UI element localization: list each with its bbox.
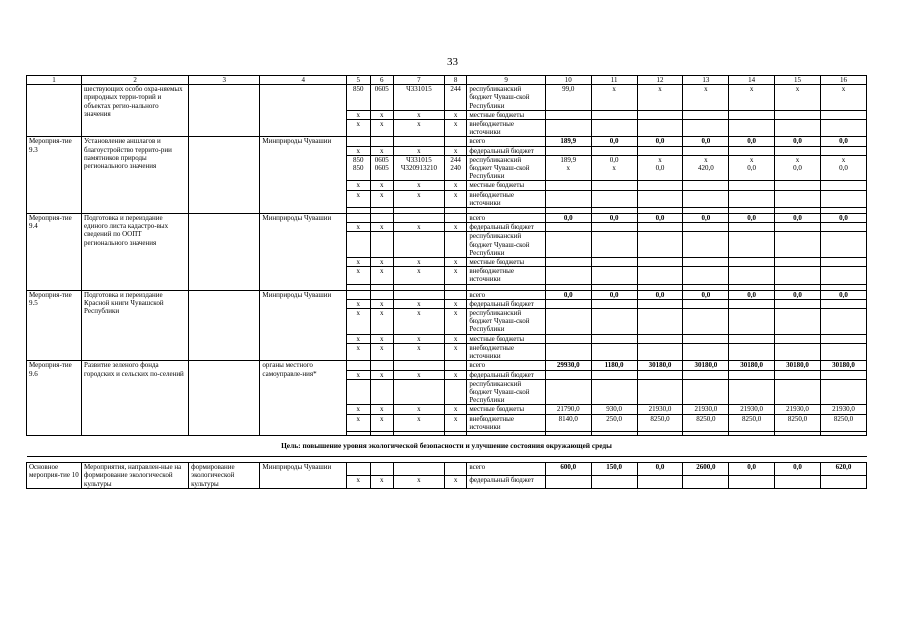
funding-source: республиканский бюджет Чуваш-ской Республики	[467, 155, 545, 181]
activity-target	[189, 290, 260, 361]
section-code: x	[370, 370, 393, 379]
column-number: 11	[591, 76, 637, 85]
column-number: 13	[683, 76, 729, 85]
funding-source: внебюджетные источники	[467, 414, 545, 431]
activity-code	[27, 85, 82, 137]
amount-cell: 0,0	[775, 214, 821, 223]
amount-cell: 0,0	[545, 214, 591, 223]
column-number: 2	[82, 76, 189, 85]
funding-source: местные бюджеты	[467, 258, 545, 267]
grbs-code: x	[347, 110, 370, 119]
amount-cell: x 0,0	[637, 155, 683, 181]
amount-cell: 250,0	[591, 414, 637, 431]
grbs-code: x	[347, 370, 370, 379]
activity-name: Подготовка и переиздание единого лиcта кадастро-вых сведений по ООПТ регионального значения	[82, 214, 189, 291]
amount-cell: 0,0 x	[591, 155, 637, 181]
amount-cell: 21930,0	[729, 405, 775, 414]
table-row	[27, 361, 867, 370]
activity-name: Подготовка и переиздание Красной книги Чувашской Республики	[82, 290, 189, 361]
amount-cell: 21930,0	[820, 405, 866, 414]
table-row	[27, 214, 867, 223]
grbs-code: x	[347, 309, 370, 335]
expense-type-code: x	[444, 370, 466, 379]
grbs-code: x	[347, 146, 370, 155]
section-code: x	[370, 343, 393, 360]
activity-executor: Минприроды Чувашии	[260, 214, 347, 291]
target-article-code: x	[393, 181, 444, 190]
funding-source: федеральный бюджет	[467, 299, 545, 308]
table-row	[27, 463, 867, 476]
activity-executor: Минприроды Чувашии	[260, 463, 347, 489]
amount-cell: 0,0	[545, 290, 591, 299]
activity-code: Мероприя-тие 9.3	[27, 137, 82, 214]
target-article-code: x	[393, 309, 444, 335]
amount-cell: x 420,0	[683, 155, 729, 181]
funding-source: всего	[467, 214, 545, 223]
amount-cell: 0,0	[637, 137, 683, 146]
expense-type-code: x	[444, 334, 466, 343]
amount-cell: 189,9	[545, 137, 591, 146]
section-code: x	[370, 299, 393, 308]
grbs-code: x	[347, 223, 370, 232]
amount-cell: 30180,0	[637, 361, 683, 370]
section-code: x	[370, 181, 393, 190]
amount-cell: x	[729, 85, 775, 111]
expense-type-code: x	[444, 309, 466, 335]
grbs-code: x	[347, 299, 370, 308]
column-number: 9	[467, 76, 545, 85]
column-number: 14	[729, 76, 775, 85]
funding-source: внебюджетные источники	[467, 343, 545, 360]
target-article-code: x	[393, 405, 444, 414]
funding-source: республиканский бюджет Чуваш-ской Республики	[467, 85, 545, 111]
activity-name: Установление аншлагов и благоустройство террито-рии памятников природы регионального значения	[82, 137, 189, 214]
funding-source: местные бюджеты	[467, 405, 545, 414]
amount-cell: x 0,0	[775, 155, 821, 181]
expense-type-code: x	[444, 475, 466, 488]
amount-cell: 8250,0	[637, 414, 683, 431]
target-article-code: Ч331015	[393, 85, 444, 111]
activity-executor: Минприроды Чувашии	[260, 290, 347, 361]
activity-target: формирование экологической культуры	[189, 463, 260, 489]
expense-type-code: x	[444, 414, 466, 431]
amount-cell: 0,0	[591, 137, 637, 146]
grbs-code: x	[347, 190, 370, 207]
amount-cell: 8140,0	[545, 414, 591, 431]
amount-cell: 0,0	[591, 214, 637, 223]
table-row	[27, 137, 867, 146]
expense-type-code: x	[444, 343, 466, 360]
funding-source: внебюджетные источники	[467, 120, 545, 137]
expense-type-code: x	[444, 267, 466, 284]
section-code: x	[370, 146, 393, 155]
amount-cell: 21790,0	[545, 405, 591, 414]
amount-cell: x	[637, 85, 683, 111]
section-code: x	[370, 223, 393, 232]
funding-source: всего	[467, 361, 545, 370]
section-code: x	[370, 267, 393, 284]
section-code: x	[370, 414, 393, 431]
funding-source: республиканский бюджет Чуваш-ской Республики	[467, 309, 545, 335]
table-row	[27, 85, 867, 111]
funding-source: федеральный бюджет	[467, 146, 545, 155]
expense-type-code: x	[444, 146, 466, 155]
column-number: 1	[27, 76, 82, 85]
target-article-code: Ч331015 Ч320913210	[393, 155, 444, 181]
column-number: 15	[775, 76, 821, 85]
section-code: x	[370, 405, 393, 414]
target-article-code: x	[393, 334, 444, 343]
amount-cell: 99,0	[545, 85, 591, 111]
amount-cell: 8250,0	[683, 414, 729, 431]
amount-cell: 21930,0	[637, 405, 683, 414]
funding-source: местные бюджеты	[467, 110, 545, 119]
expense-type-code: x	[444, 405, 466, 414]
amount-cell: 0,0	[637, 214, 683, 223]
target-article-code: x	[393, 146, 444, 155]
expense-type-code: x	[444, 120, 466, 137]
column-number: 6	[370, 76, 393, 85]
activity-target	[189, 214, 260, 291]
activity-target	[189, 85, 260, 137]
amount-cell: 600,0	[545, 463, 591, 476]
section-code: x	[370, 190, 393, 207]
amount-cell: 30180,0	[683, 361, 729, 370]
funding-source: внебюджетные источники	[467, 190, 545, 207]
amount-cell: 930,0	[591, 405, 637, 414]
amount-cell: 0,0	[729, 137, 775, 146]
expense-type-code: x	[444, 181, 466, 190]
target-article-code: x	[393, 343, 444, 360]
target-article-code: x	[393, 299, 444, 308]
goal-row	[27, 435, 867, 456]
activity-code: Мероприя-тие 9.4	[27, 214, 82, 291]
target-article-code: x	[393, 223, 444, 232]
funding-source: местные бюджеты	[467, 334, 545, 343]
activity-name: Развитие зеленого фонда городских и сельских по-селений	[82, 361, 189, 436]
activity-code: Мероприя-тие 9.5	[27, 290, 82, 361]
column-number: 12	[637, 76, 683, 85]
expense-type-code: 244 240	[444, 155, 466, 181]
target-article-code: x	[393, 475, 444, 488]
grbs-code: x	[347, 343, 370, 360]
amount-cell: x	[775, 85, 821, 111]
column-number: 5	[347, 76, 370, 85]
funding-source: местные бюджеты	[467, 181, 545, 190]
activity-code: Основное мероприя-тие 10	[27, 463, 82, 489]
section-code: 0605 0605	[370, 155, 393, 181]
grbs-code: x	[347, 414, 370, 431]
funding-source: федеральный бюджет	[467, 475, 545, 488]
section-code: x	[370, 258, 393, 267]
amount-cell: 0,0	[683, 290, 729, 299]
section-code: x	[370, 120, 393, 137]
section-code: x	[370, 309, 393, 335]
target-article-code: x	[393, 258, 444, 267]
amount-cell: 150,0	[591, 463, 637, 476]
amount-cell: x 0,0	[820, 155, 866, 181]
amount-cell: 1180,0	[591, 361, 637, 370]
amount-cell: 0,0	[775, 463, 821, 476]
amount-cell: 0,0	[775, 290, 821, 299]
amount-cell: 30180,0	[729, 361, 775, 370]
amount-cell: 0,0	[729, 214, 775, 223]
column-number: 7	[393, 76, 444, 85]
column-number: 10	[545, 76, 591, 85]
amount-cell: x	[683, 85, 729, 111]
amount-cell: 0,0	[820, 214, 866, 223]
grbs-code: 850	[347, 85, 370, 111]
amount-cell: 0,0	[637, 290, 683, 299]
expense-type-code: x	[444, 223, 466, 232]
amount-cell: 0,0	[683, 137, 729, 146]
goal-heading: Цель: повышение уровня экологической безопасности и улучшение состояния окружающей среды	[27, 435, 867, 456]
amount-cell: 0,0	[637, 463, 683, 476]
amount-cell: 8250,0	[775, 414, 821, 431]
funding-source: республиканский бюджет Чуваш-ской Республики	[467, 379, 545, 405]
grbs-code: x	[347, 405, 370, 414]
grbs-code: 850 850	[347, 155, 370, 181]
funding-source: внебюджетные источники	[467, 267, 545, 284]
target-article-code: x	[393, 267, 444, 284]
activity-code: Мероприя-тие 9.6	[27, 361, 82, 436]
page-number: 33	[447, 56, 458, 68]
amount-cell: 30180,0	[820, 361, 866, 370]
section-code: 0605	[370, 85, 393, 111]
table-row	[27, 290, 867, 299]
amount-cell: x	[591, 85, 637, 111]
amount-cell: 8250,0	[820, 414, 866, 431]
amount-cell: 0,0	[729, 290, 775, 299]
funding-source: республиканский бюджет Чуваш-ской Республики	[467, 232, 545, 258]
amount-cell: 0,0	[820, 137, 866, 146]
funding-source: всего	[467, 137, 545, 146]
amount-cell: 189,9 x	[545, 155, 591, 181]
activity-target	[189, 137, 260, 214]
target-article-code: x	[393, 370, 444, 379]
amount-cell: x 0,0	[729, 155, 775, 181]
grbs-code: x	[347, 181, 370, 190]
funding-source: федеральный бюджет	[467, 370, 545, 379]
amount-cell: 2600,0	[683, 463, 729, 476]
grbs-code: x	[347, 475, 370, 488]
amount-cell: 8250,0	[729, 414, 775, 431]
column-number: 3	[189, 76, 260, 85]
activity-name: шествующих особо охра-няемых природных терри-торий и объектах регио-нального значения	[82, 85, 189, 137]
target-article-code: x	[393, 120, 444, 137]
activity-executor: Минприроды Чувашии	[260, 137, 347, 214]
section-code: x	[370, 110, 393, 119]
grbs-code: x	[347, 334, 370, 343]
column-number: 4	[260, 76, 347, 85]
amount-cell: 21930,0	[683, 405, 729, 414]
amount-cell: 29930,0	[545, 361, 591, 370]
funding-source: всего	[467, 463, 545, 476]
column-number: 8	[444, 76, 466, 85]
amount-cell: 0,0	[591, 290, 637, 299]
expense-type-code: x	[444, 299, 466, 308]
activity-target	[189, 361, 260, 436]
activity-executor: органы местного самоуправле-ния*	[260, 361, 347, 436]
activity-name: Мероприятия, направлен-ные на формирование экологической культуры	[82, 463, 189, 489]
section-code: x	[370, 334, 393, 343]
amount-cell: x	[820, 85, 866, 111]
target-article-code: x	[393, 110, 444, 119]
expense-type-code: x	[444, 110, 466, 119]
expense-type-code: x	[444, 190, 466, 207]
expense-type-code: x	[444, 258, 466, 267]
amount-cell: 21930,0	[775, 405, 821, 414]
amount-cell: 30180,0	[775, 361, 821, 370]
funding-source: федеральный бюджет	[467, 223, 545, 232]
budget-table	[26, 75, 867, 489]
amount-cell: 0,0	[820, 290, 866, 299]
target-article-code: x	[393, 190, 444, 207]
funding-source: всего	[467, 290, 545, 299]
amount-cell: 0,0	[729, 463, 775, 476]
column-number: 16	[820, 76, 866, 85]
grbs-code: x	[347, 267, 370, 284]
amount-cell: 0,0	[683, 214, 729, 223]
expense-type-code: 244	[444, 85, 466, 111]
grbs-code: x	[347, 258, 370, 267]
column-number-row	[27, 76, 867, 85]
amount-cell: 620,0	[820, 463, 866, 476]
target-article-code: x	[393, 414, 444, 431]
activity-executor	[260, 85, 347, 137]
grbs-code: x	[347, 120, 370, 137]
section-code: x	[370, 475, 393, 488]
amount-cell: 0,0	[775, 137, 821, 146]
